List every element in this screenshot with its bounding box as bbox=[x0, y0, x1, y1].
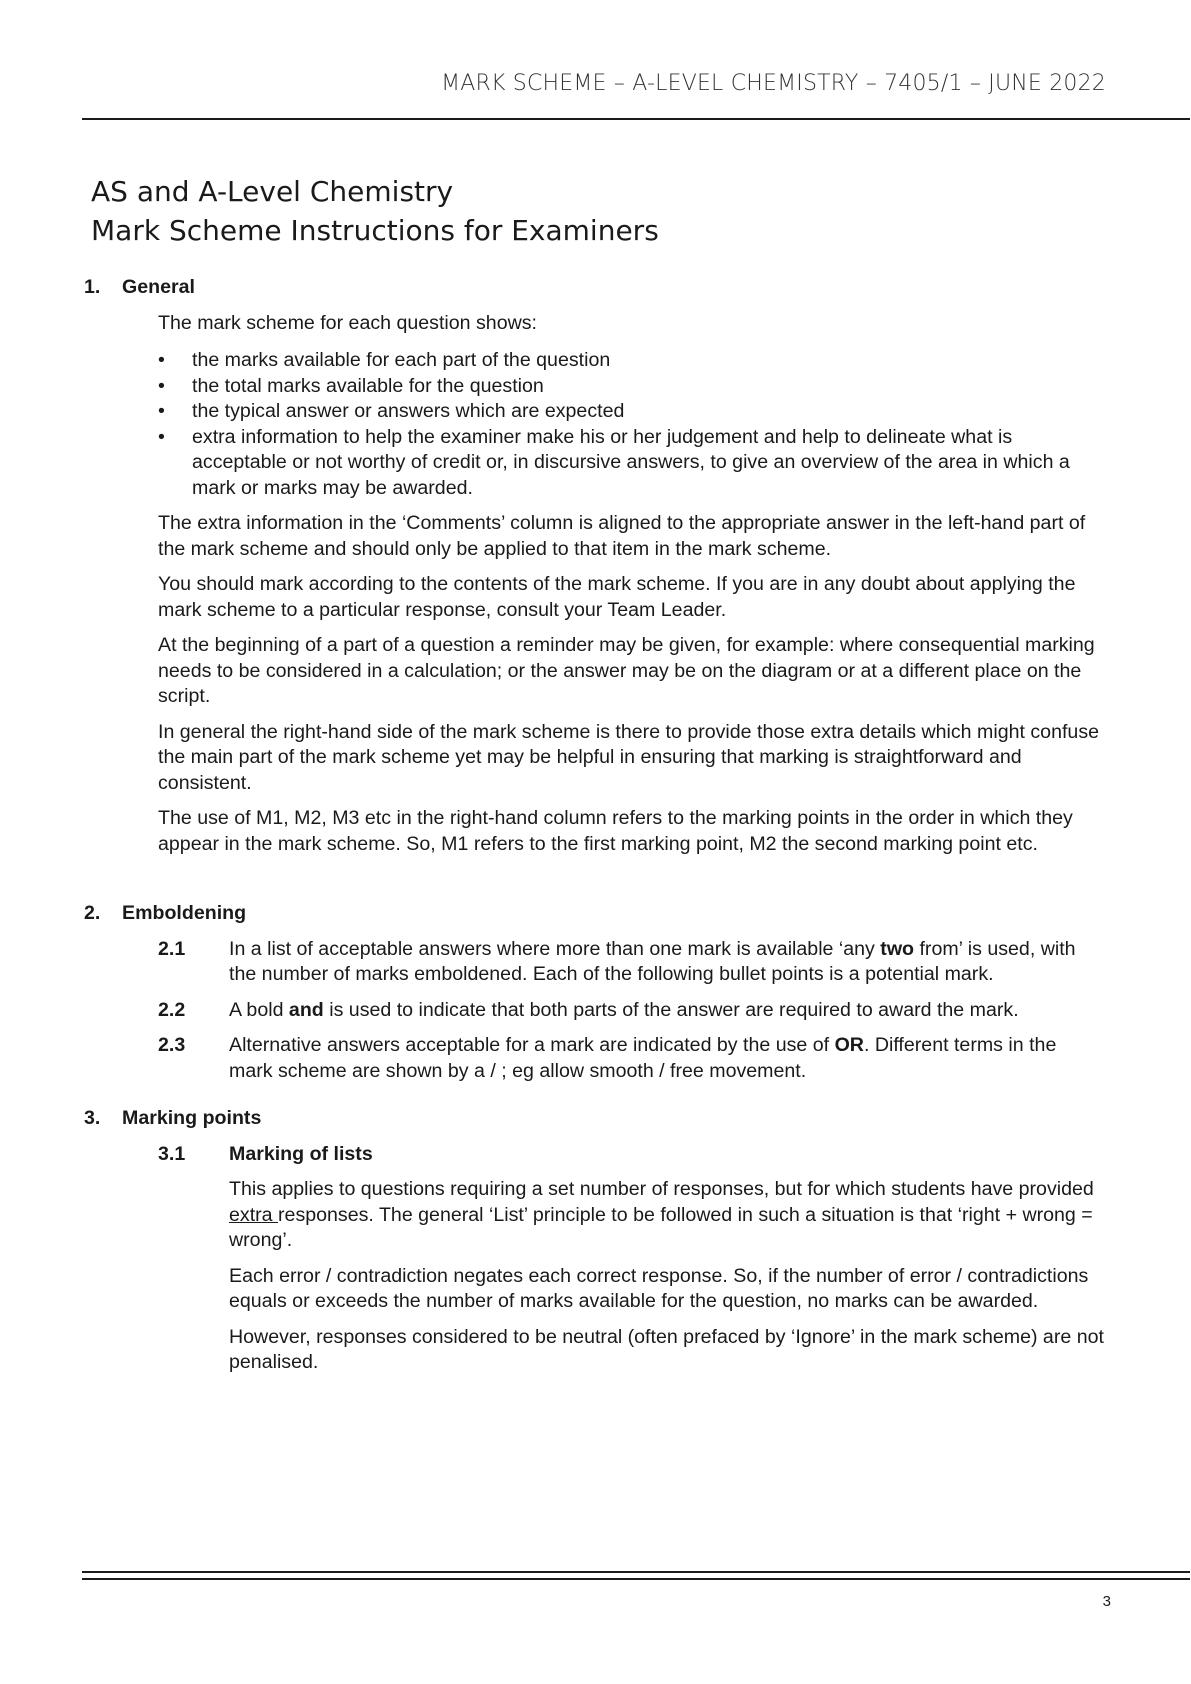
footer-rule bbox=[82, 1571, 1190, 1573]
page-number: 3 bbox=[1102, 1593, 1111, 1610]
paragraph: Each error / contradiction negates each correct response. So, if the number of error / contradictions equals or exceeds the number of marks available for the question, no marks can be awarded. bbox=[229, 1264, 1089, 1312]
section-heading-emboldening bbox=[84, 901, 1104, 927]
text-segment: . Different terms in the mark scheme are shown by a / ; eg allow smooth / free movement. bbox=[229, 1034, 1057, 1082]
item-number: 2.2 bbox=[158, 998, 186, 1021]
paragraph: You should mark according to the contents of the mark scheme. If you are in any doubt about applying the mark scheme to a particular response, consult your Team Leader. bbox=[158, 573, 1076, 621]
paragraph bbox=[229, 1177, 1104, 1254]
numbered-item bbox=[158, 937, 1104, 988]
document-body bbox=[84, 275, 1104, 1386]
document-subtitle: Mark Scheme Instructions for Examiners bbox=[91, 214, 659, 247]
footer-rule bbox=[82, 1578, 1190, 1580]
section-heading-marking-points bbox=[84, 1106, 1104, 1132]
underlined-term: extra bbox=[229, 1203, 279, 1226]
text-segment: responses. The general ‘List’ principle to be followed in such a situation is that ‘right + wrong = wrong’. bbox=[229, 1203, 1093, 1251]
document-title: AS and A-Level Chemistry bbox=[91, 175, 454, 208]
numbered-item bbox=[158, 1033, 1104, 1084]
text-segment: from’ is used, with the number of marks emboldened. Each of the following bullet points is a potential mark. bbox=[229, 937, 1076, 985]
item-number: 2.3 bbox=[158, 1034, 186, 1056]
text-segment: Alternative answers acceptable for a mark are indicated by the use of bbox=[229, 1034, 835, 1056]
paragraph: In general the right-hand side of the mark scheme is there to provide those extra details which might confuse the main part of the mark scheme yet may be helpful in ensuring that marking is straightforward and consistent. bbox=[158, 720, 1100, 794]
section-number: 3. bbox=[84, 1107, 101, 1129]
text-segment: is used to indicate that both parts of the answer are required to award the mark. bbox=[323, 998, 1019, 1021]
paragraph: The mark scheme for each question shows: bbox=[158, 311, 537, 334]
section-title: General bbox=[122, 276, 195, 298]
section-title: Emboldening bbox=[122, 902, 247, 924]
paragraph: The extra information in the ‘Comments’ column is aligned to the appropriate answer in the left-hand part of the mark scheme and should only be applied to that item in the mark scheme. bbox=[158, 512, 1086, 560]
text-segment: In a list of acceptable answers where more than one mark is available ‘any bbox=[229, 937, 881, 960]
header-rule bbox=[82, 118, 1190, 120]
text-segment: This applies to questions requiring a set number of responses, but for which students have provided bbox=[229, 1178, 1094, 1200]
title-block bbox=[91, 172, 659, 250]
paragraph: At the beginning of a part of a question a reminder may be given, for example: where consequential marking needs to be considered in a calculation; or the answer may be on the diagram or at a different place on the script. bbox=[158, 634, 1095, 707]
subsection-title: Marking of lists bbox=[229, 1142, 373, 1165]
item-text bbox=[229, 1033, 1104, 1084]
section-number: 2. bbox=[84, 902, 101, 924]
item-number: 2.1 bbox=[158, 937, 186, 960]
numbered-item bbox=[158, 998, 1104, 1024]
section-heading-general bbox=[84, 275, 1104, 301]
bullet-list bbox=[158, 348, 1104, 501]
bold-term: OR bbox=[834, 1034, 864, 1056]
bold-term: and bbox=[288, 998, 324, 1021]
bold-term: two bbox=[880, 937, 915, 960]
list-item: • the total marks available for the question bbox=[158, 374, 1104, 400]
paragraph: However, responses considered to be neutral (often prefaced by ‘Ignore’ in the mark scheme) are not penalised. bbox=[229, 1325, 1104, 1373]
subsection-number: 3.1 bbox=[158, 1142, 186, 1165]
list-item: • the marks available for each part of the question bbox=[158, 348, 1104, 374]
list-item: • the typical answer or answers which are expected bbox=[158, 399, 1104, 425]
section-number: 1. bbox=[84, 276, 101, 298]
running-header: MARK SCHEME – A-LEVEL CHEMISTRY – 7405/1 – JUNE 2022 bbox=[441, 71, 1106, 96]
subsection-heading bbox=[158, 1142, 1104, 1168]
item-text bbox=[229, 998, 1104, 1024]
paragraph: The use of M1, M2, M3 etc in the right-hand column refers to the marking points in the order in which they appear in the mark scheme. So, M1 refers to the first marking point, M2 the second marking point etc. bbox=[158, 807, 1073, 855]
item-text bbox=[229, 937, 1104, 988]
section-title: Marking points bbox=[122, 1107, 262, 1129]
list-item: • extra information to help the examiner make his or her judgement and help to delineate what is acceptable or not worthy of credit or, in discursive answers, to give an overview of the area in which a mark or marks may be awarded. bbox=[158, 425, 1104, 502]
text-segment: A bold bbox=[229, 998, 289, 1021]
